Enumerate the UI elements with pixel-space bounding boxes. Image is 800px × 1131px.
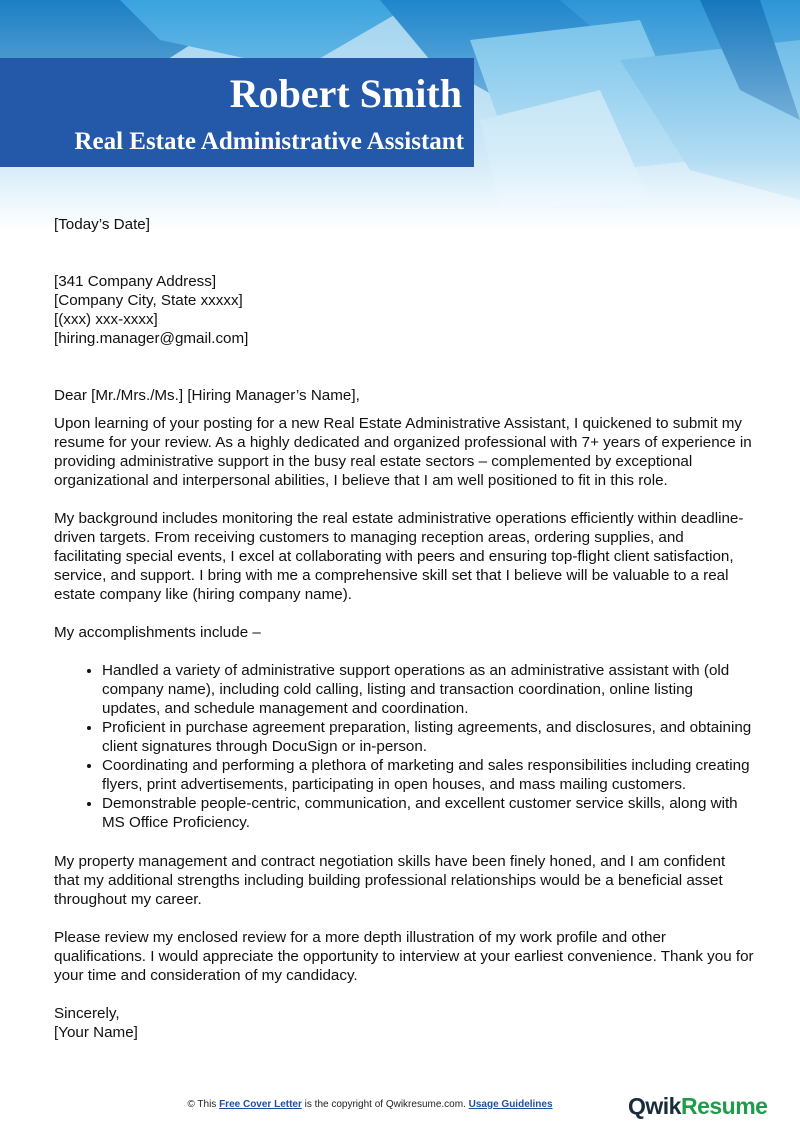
list-item: • Handled a variety of administrative support operations as an administrative assistant with (old company name), including cold calling, listing and transaction coordination, online listing updates, and schedule management and coordination.: [102, 661, 754, 718]
sign-off: [54, 1004, 754, 1042]
letter-body: [54, 215, 754, 1042]
letter-date: [Today’s Date]: [54, 216, 150, 233]
address-line: [Company City, State xxxxx]: [54, 292, 243, 309]
address-line: [hiring.manager@gmail.com]: [54, 330, 249, 347]
paragraph-background: My background includes monitoring the real estate administrative operations efficiently within deadline-driven targets. From receiving customers to managing reception areas, ordering supplies, and facilitating special events, I excel at collaborating with peers and ensuring top-flight client satisfaction, service, and support. I bring with me a comprehensive skill set that I believe will be valuable to a real estate company like (hiring company name).: [54, 510, 744, 603]
paragraph-closing: Please review my enclosed review for a more depth illustration of my work profile and other qualifications. I would appreciate the opportunity to interview at your earliest convenience. Thank you for your time and consideration of my candidacy.: [54, 929, 754, 984]
recipient-address: [54, 272, 754, 348]
qwikresume-logo[interactable]: [628, 1093, 767, 1120]
footer-middle: is the copyright of Qwikresume.com.: [304, 1099, 466, 1110]
candidate-name: Robert Smith: [229, 71, 462, 116]
logo-part-resume: Resume: [680, 1093, 768, 1119]
address-line: [341 Company Address]: [54, 273, 217, 290]
list-item: • Coordinating and performing a plethora of marketing and sales responsibilities including creating flyers, print advertisements, participating in open houses, and mass mailing customers.: [102, 756, 754, 794]
signature-name: [Your Name]: [54, 1024, 138, 1041]
list-item: • Demonstrable people-centric, communication, and excellent customer service skills, along with MS Office Proficiency.: [102, 794, 754, 832]
closing-phrase: Sincerely,: [54, 1005, 120, 1022]
accomplishments-list: [54, 661, 754, 832]
free-cover-letter-link[interactable]: Free Cover Letter: [219, 1099, 302, 1110]
accomplishments-heading: My accomplishments include –: [54, 624, 261, 641]
salutation: Dear [Mr./Mrs./Ms.] [Hiring Manager’s Name],: [54, 387, 360, 404]
paragraph-intro: Upon learning of your posting for a new Real Estate Administrative Assistant, I quickened to submit my resume for your review. As a highly dedicated and organized professional with 7+ years of experience in providing administrative support in the busy real estate sectors – complemented by exceptional organizational and interpersonal abilities, I believe that I am well positioned to fit in this role.: [54, 415, 752, 489]
footer-prefix: © This: [187, 1099, 217, 1110]
list-item: • Proficient in purchase agreement preparation, listing agreements, and disclosures, and obtaining client signatures through DocuSign or in-person.: [102, 718, 754, 756]
paragraph-skills: My property management and contract negotiation skills have been finely honed, and I am confident that my additional strengths including building professional relationships would be a beneficial asset throughout my career.: [54, 853, 726, 908]
address-line: [(xxx) xxx-xxxx]: [54, 311, 158, 328]
header-name-box: [0, 58, 474, 167]
job-title: Real Estate Administrative Assistant: [74, 128, 464, 155]
usage-guidelines-link[interactable]: Usage Guidelines: [468, 1099, 553, 1110]
logo-part-qwik: Qwik: [628, 1093, 681, 1119]
